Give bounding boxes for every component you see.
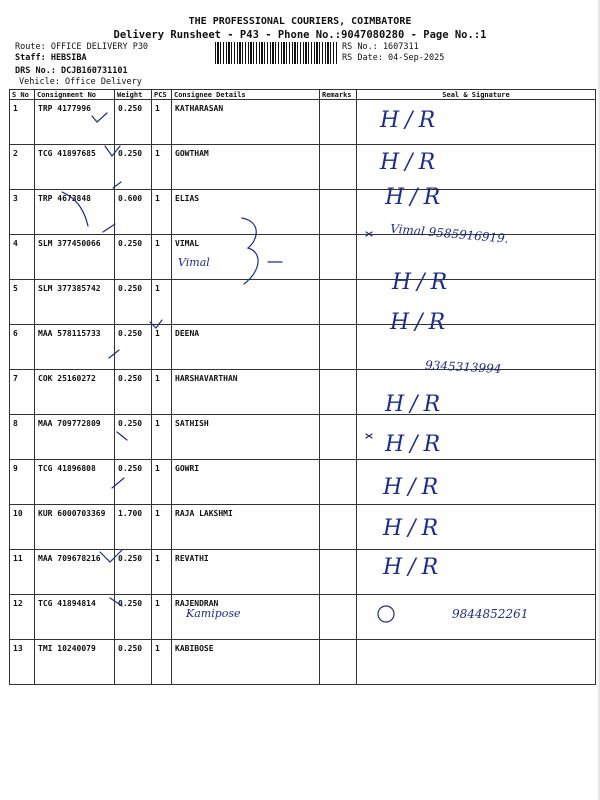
row-pcs: 1 — [152, 370, 172, 415]
row-remarks — [320, 370, 357, 415]
row-consignee: RAJENDRAN — [172, 595, 320, 640]
row-sno: 9 — [10, 460, 35, 505]
row-consignee: VIMAL — [172, 235, 320, 280]
row-pcs: 1 — [152, 190, 172, 235]
signature-5: H/R — [392, 270, 454, 295]
barcode-icon — [215, 42, 337, 64]
row-consignee: KATHARASAN — [172, 100, 320, 145]
staff-label: Staff: HEBSIBA — [15, 53, 87, 63]
table-header-row — [10, 90, 596, 100]
row-consignment: KUR 6000703369 — [35, 505, 115, 550]
row-pcs: 1 — [152, 100, 172, 145]
row-remarks — [320, 415, 357, 460]
rs-date: RS Date: 04-Sep-2025 — [342, 53, 445, 63]
row-consignment: TCG 41896808 — [35, 460, 115, 505]
table-row — [10, 640, 596, 685]
row-sno: 5 — [10, 280, 35, 325]
signature-1: H/R — [380, 108, 442, 133]
signature-10: H/R — [383, 475, 445, 500]
row-pcs: 1 — [152, 325, 172, 370]
table-row — [10, 280, 596, 325]
table-row — [10, 550, 596, 595]
row-remarks — [320, 100, 357, 145]
row-sno: 3 — [10, 190, 35, 235]
row-consignment: TMI 10240079 — [35, 640, 115, 685]
row-consignment: MAA 578115733 — [35, 325, 115, 370]
row-remarks — [320, 190, 357, 235]
signature-2: H/R — [380, 150, 442, 175]
rs-number: RS No.: 1607311 — [342, 42, 419, 52]
row-consignee: GOWTHAM — [172, 145, 320, 190]
row-weight: 1.700 — [115, 505, 152, 550]
row-weight: 0.250 — [115, 280, 152, 325]
row-sno: 1 — [10, 100, 35, 145]
row-weight: 0.250 — [115, 460, 152, 505]
col-remarks: Remarks — [320, 90, 357, 100]
row-weight: 0.250 — [115, 595, 152, 640]
signature-11: H/R — [383, 516, 445, 541]
table-row — [10, 100, 596, 145]
row-weight: 0.600 — [115, 190, 152, 235]
row-pcs: 1 — [152, 280, 172, 325]
row-consignee: DEENA — [172, 325, 320, 370]
row-consignee: SATHISH — [172, 415, 320, 460]
signature-4: Vimal 9585916919. — [389, 221, 510, 246]
table-row — [10, 460, 596, 505]
row-consignment: COK 25160272 — [35, 370, 115, 415]
handwritten-vimal: Vimal — [178, 256, 210, 269]
row-sno: 12 — [10, 595, 35, 640]
row-remarks — [320, 280, 357, 325]
row-signature — [357, 640, 596, 685]
table-row — [10, 145, 596, 190]
signature-7: 9345313994 — [424, 358, 502, 376]
table-row — [10, 505, 596, 550]
row-pcs: 1 — [152, 505, 172, 550]
runsheet-table — [9, 89, 596, 685]
row-consignment: TCG 41897685 — [35, 145, 115, 190]
row-remarks — [320, 460, 357, 505]
row-pcs: 1 — [152, 415, 172, 460]
row-remarks — [320, 505, 357, 550]
signature-13: 9844852261 — [452, 607, 529, 621]
row-sno: 11 — [10, 550, 35, 595]
row-consignment: SLM 377450066 — [35, 235, 115, 280]
col-pcs: PCS — [152, 90, 172, 100]
row-consignment: MAA 709678216 — [35, 550, 115, 595]
row-pcs: 1 — [152, 595, 172, 640]
signature-12: H/R — [383, 555, 445, 580]
table-row — [10, 325, 596, 370]
runsheet-subtitle: Delivery Runsheet - P43 - Phone No.:9047080280 - Page No.:1 — [113, 29, 487, 41]
row-weight: 0.250 — [115, 415, 152, 460]
row-consignee: REVATHI — [172, 550, 320, 595]
row-weight: 0.250 — [115, 640, 152, 685]
row-weight: 0.250 — [115, 325, 152, 370]
row-sno: 2 — [10, 145, 35, 190]
row-weight: 0.250 — [115, 100, 152, 145]
col-consignee: Consignee Details — [172, 90, 320, 100]
signature-3: H/R — [385, 185, 447, 210]
row-sno: 4 — [10, 235, 35, 280]
row-sno: 10 — [10, 505, 35, 550]
row-remarks — [320, 325, 357, 370]
row-weight: 0.250 — [115, 370, 152, 415]
row-sno: 8 — [10, 415, 35, 460]
route-label: Route: OFFICE DELIVERY P30 — [15, 42, 149, 52]
row-remarks — [320, 550, 357, 595]
row-pcs: 1 — [152, 460, 172, 505]
signature-6: H/R — [390, 310, 452, 335]
col-sno: S No — [10, 90, 35, 100]
row-consignee: GOWRI — [172, 460, 320, 505]
handwritten-kabibose: Kamipose — [186, 607, 241, 620]
signature-8: H/R — [385, 392, 447, 417]
drs-number: DRS No.: DCJB160731101 — [15, 66, 128, 76]
col-weight: Weight — [115, 90, 152, 100]
row-remarks — [320, 235, 357, 280]
col-consignment: Consignment No — [35, 90, 115, 100]
table-row — [10, 370, 596, 415]
company-title: THE PROFESSIONAL COURIERS, COIMBATORE — [188, 16, 412, 27]
row-remarks — [320, 595, 357, 640]
row-pcs: 1 — [152, 640, 172, 685]
row-pcs: 1 — [152, 235, 172, 280]
row-consignee: RAJA LAKSHMI — [172, 505, 320, 550]
table-row — [10, 415, 596, 460]
row-sno: 6 — [10, 325, 35, 370]
row-consignee: KABIBOSE — [172, 640, 320, 685]
row-consignment: MAA 709772809 — [35, 415, 115, 460]
row-consignment: SLM 377385742 — [35, 280, 115, 325]
row-sno: 7 — [10, 370, 35, 415]
row-consignee — [172, 280, 320, 325]
row-weight: 0.250 — [115, 550, 152, 595]
vehicle-label: Vehicle: Office Delivery — [19, 77, 142, 87]
row-sno: 13 — [10, 640, 35, 685]
row-consignment: TRP 4673848 — [35, 190, 115, 235]
row-weight: 0.250 — [115, 145, 152, 190]
row-remarks — [320, 145, 357, 190]
row-consignment: TCG 41894814 — [35, 595, 115, 640]
table-row — [10, 190, 596, 235]
row-pcs: 1 — [152, 145, 172, 190]
col-signature: Seal & Signature — [357, 90, 596, 100]
row-pcs: 1 — [152, 550, 172, 595]
row-consignment: TRP 4177996 — [35, 100, 115, 145]
row-consignee: ELIAS — [172, 190, 320, 235]
row-weight: 0.250 — [115, 235, 152, 280]
signature-9: H/R — [385, 432, 447, 457]
row-remarks — [320, 640, 357, 685]
row-consignee: HARSHAVARTHAN — [172, 370, 320, 415]
